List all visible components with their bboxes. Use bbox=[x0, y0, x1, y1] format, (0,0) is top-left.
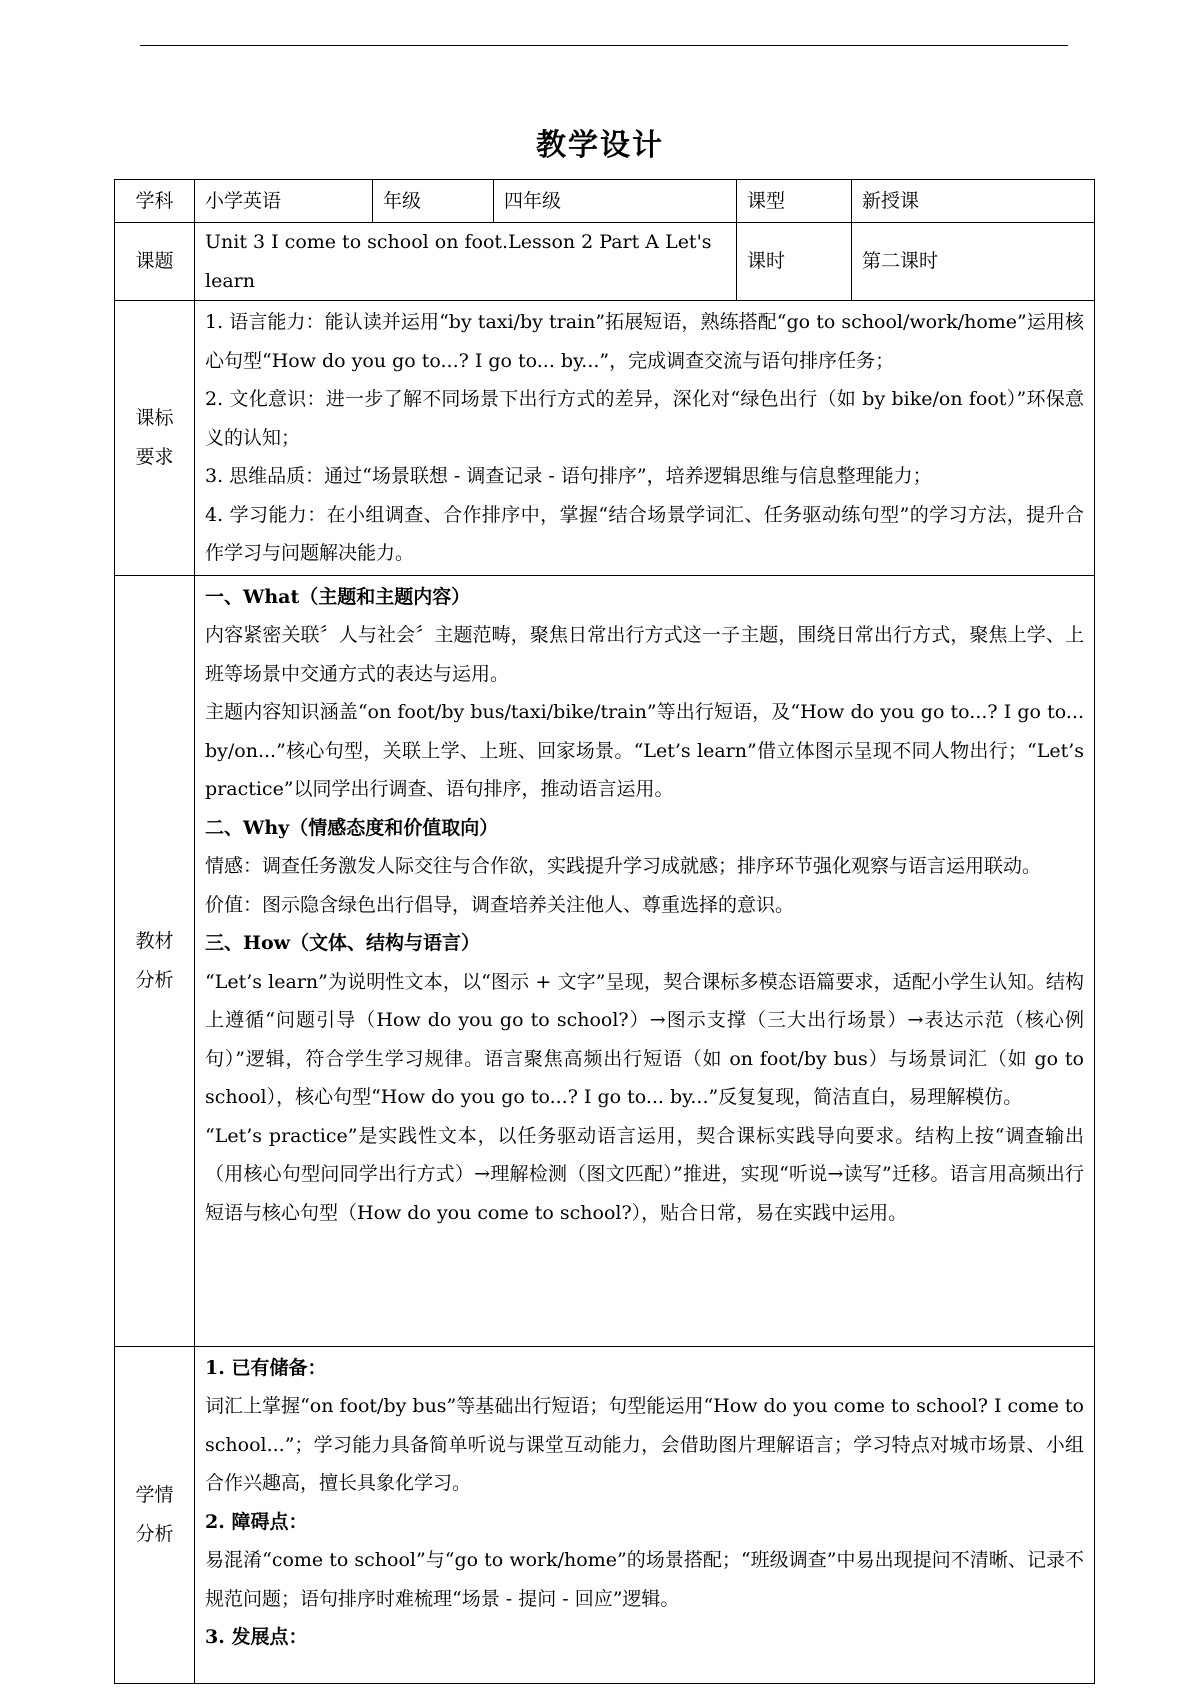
standards-item: 3. 思维品质：通过“场景联想 - 调查记录 - 语句排序”，培养逻辑思维与信息整理能力； bbox=[205, 465, 932, 487]
standards-item: 4. 学习能力：在小组调查、合作排序中，掌握“结合场景学词汇、任务驱动练句型”的学习方法，提升合作学习与问题解决能力。 bbox=[205, 503, 1084, 564]
info-row-topic bbox=[115, 223, 1095, 301]
standards-item: 1. 语言能力：能认读并运用“by taxi/by train”拓展短语，熟练搭配“go to school/work/home”运用核心句型“How do you go to...? I go to... by...”，完成调查交流与语句排序任务； bbox=[205, 311, 1084, 372]
what-paragraph: 内容紧密关联〞人与社会〞主题范畴，聚焦日常出行方式这一子主题，围绕日常出行方式，聚焦上学、上班等场景中交通方式的表达与运用。 bbox=[205, 624, 1084, 685]
period-label: 课时 bbox=[737, 223, 852, 301]
grade-value: 四年级 bbox=[494, 180, 737, 223]
why-paragraph: 情感：调查任务激发人际交往与合作欲，实践提升学习成就感；排序环节强化观察与语言运用联动。 bbox=[205, 855, 1042, 877]
learner-analysis-row bbox=[115, 1346, 1095, 1683]
standards-label-line2: 要求 bbox=[135, 445, 174, 468]
prior-knowledge-heading: 1. 已有储备： bbox=[205, 1356, 327, 1379]
material-label-line1: 教材 bbox=[135, 930, 174, 952]
how-paragraph: “Let’s practice”是实践性文本，以任务驱动语言运用，契合课标实践导向要求。结构上按“调查输出（用核心句型问同学出行方式）→理解检测（图文匹配）”推进，实现“听说→读写”迁移。语言用高频出行短语与核心句型（How do you come to school?），贴合日常，易在实践中运用。 bbox=[205, 1124, 1084, 1224]
standards-item: 2. 文化意识：进一步了解不同场景下出行方式的差异，深化对“绿色出行（如 by bike/on foot）”环保意义的认知； bbox=[205, 388, 1084, 449]
material-analysis-row bbox=[115, 575, 1095, 1346]
standards-label bbox=[115, 301, 195, 576]
learner-analysis-label bbox=[115, 1346, 195, 1683]
header-rule bbox=[140, 45, 1068, 46]
development-heading: 3. 发展点： bbox=[205, 1626, 308, 1648]
info-row-subject bbox=[115, 180, 1095, 223]
learner-label-line2: 分析 bbox=[135, 1522, 174, 1545]
what-heading: 一、What（主题和主题内容） bbox=[205, 585, 471, 608]
prior-knowledge-paragraph: 词汇上掌握“on foot/by bus”等基础出行短语；句型能运用“How do you come to school? I come to school...”；学习能力具备简单听说与课堂互动能力，会借助图片理解语言；学习特点对城市场景、小组合作兴趣高，擅长具象化学习。 bbox=[205, 1395, 1084, 1494]
topic-label: 课题 bbox=[115, 223, 195, 301]
subject-label: 学科 bbox=[115, 180, 195, 223]
standards-label-line1: 课标 bbox=[135, 407, 174, 430]
grade-label: 年级 bbox=[373, 180, 494, 223]
topic-value: Unit 3 I come to school on foot.Lesson 2 Part A Let's learn bbox=[195, 223, 737, 301]
material-analysis-content bbox=[195, 575, 1095, 1346]
learner-label-line1: 学情 bbox=[135, 1484, 174, 1506]
learner-analysis-content bbox=[195, 1346, 1095, 1683]
what-paragraph: 主题内容知识涵盖“on foot/by bus/taxi/bike/train”等出行短语，及“How do you go to...? I go to... by/on...”核心句型，关联上学、上班、回家场景。“Let’s learn”借立体图示呈现不同人物出行；“Let’s practice”以同学出行调查、语句排序，推动语言运用。 bbox=[205, 701, 1084, 800]
obstacles-paragraph: 易混淆“come to school”与“go to work/home”的场景搭配；“班级调查”中易出现提问不清晰、记录不规范问题；语句排序时难梳理“场景 - 提问 - 回应”逻辑。 bbox=[205, 1549, 1084, 1610]
lesson-plan-table bbox=[114, 179, 1095, 1684]
material-analysis-label bbox=[115, 575, 195, 1346]
document-title: 教学设计 bbox=[536, 128, 664, 163]
material-label-line2: 分析 bbox=[135, 968, 174, 991]
lesson-type-label: 课型 bbox=[737, 180, 852, 223]
subject-value: 小学英语 bbox=[195, 180, 373, 223]
why-heading: 二、Why（情感态度和价值取向） bbox=[205, 816, 499, 839]
standards-row bbox=[115, 301, 1095, 576]
obstacles-heading: 2. 障碍点： bbox=[205, 1510, 308, 1533]
how-heading: 三、How（文体、结构与语言） bbox=[205, 932, 480, 954]
lesson-type-value: 新授课 bbox=[852, 180, 1095, 223]
period-value: 第二课时 bbox=[852, 223, 1095, 301]
how-paragraph: “Let’s learn”为说明性文本，以“图示 + 文字”呈现，契合课标多模态语篇要求，适配小学生认知。结构上遵循“问题引导（How do you go to school?）→图示支撑（三大出行场景）→表达示范（核心例句）”逻辑，符合学生学习规律。语言聚焦高频出行短语（如 on foot/by bus）与场景词汇（如 go to school），核心句型“How do you go to...? I go to... by...”反复复现，简洁直白，易理解模仿。 bbox=[205, 970, 1084, 1108]
standards-content bbox=[195, 301, 1095, 576]
why-paragraph: 价值：图示隐含绿色出行倡导，调查培养关注他人、尊重选择的意识。 bbox=[205, 893, 795, 916]
